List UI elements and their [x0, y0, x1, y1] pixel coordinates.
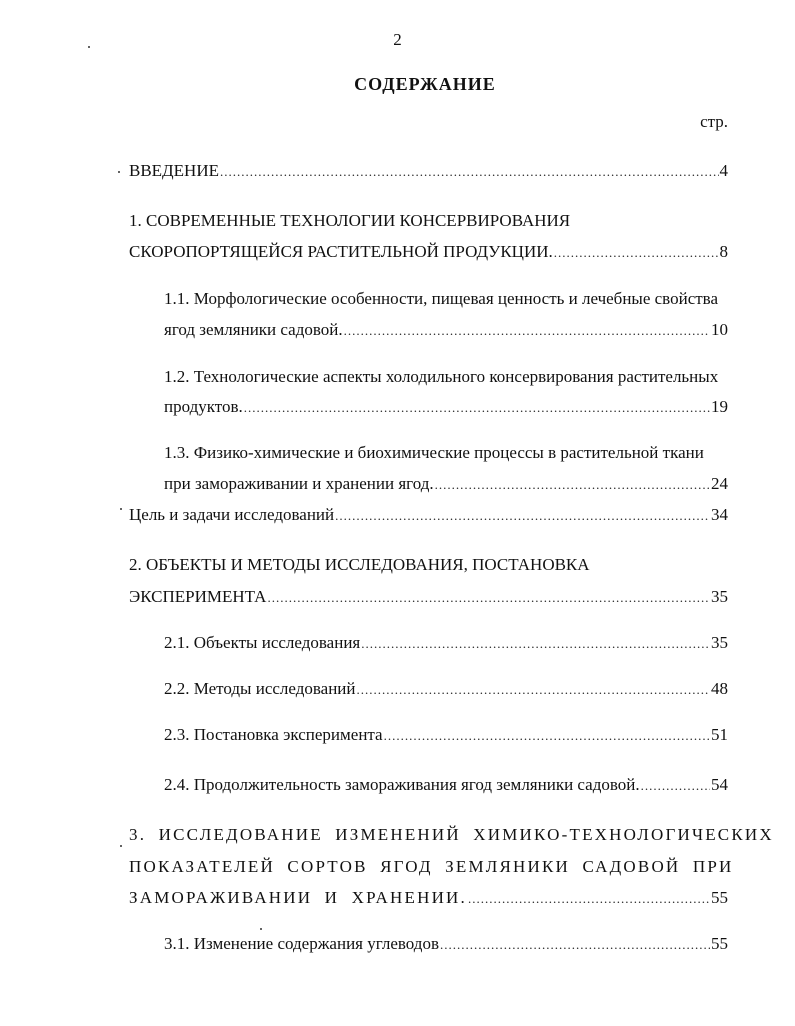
- toc-page-number: 10: [711, 320, 728, 339]
- toc-chapter-2-line-1: 2. ОБЪЕКТЫ И МЕТОДЫ ИССЛЕДОВАНИЯ, ПОСТАНОВКА: [129, 555, 590, 574]
- toc-entry-chapter-1[interactable]: [129, 240, 728, 264]
- toc-entry-text: ВВЕДЕНИЕ: [129, 161, 219, 180]
- toc-entry-section-2-3[interactable]: [164, 723, 728, 747]
- scan-speck: [120, 508, 122, 510]
- dot-leader: [554, 241, 719, 265]
- scan-speck: [260, 928, 262, 930]
- dot-leader: [435, 473, 710, 497]
- toc-entry-text: продуктов.: [164, 397, 243, 416]
- toc-entry-text: 2.2. Методы исследований: [164, 679, 356, 698]
- toc-page-number: 48: [711, 679, 728, 698]
- dot-leader: [335, 504, 710, 528]
- toc-entry-text: СКОРОПОРТЯЩЕЙСЯ РАСТИТЕЛЬНОЙ ПРОДУКЦИИ.: [129, 242, 553, 261]
- toc-entry-text: 2.3. Постановка эксперимента: [164, 725, 383, 744]
- dot-leader: [468, 887, 710, 911]
- toc-entry-section-1-1[interactable]: [164, 318, 728, 342]
- dot-leader: [267, 586, 710, 610]
- toc-entry-text: Цель и задачи исследований: [129, 505, 335, 524]
- scan-speck: [120, 845, 122, 847]
- toc-entry-section-2-1[interactable]: [164, 631, 728, 655]
- toc-page-number: 35: [711, 633, 728, 652]
- toc-page-number: 35: [711, 587, 728, 606]
- toc-page-number: 51: [711, 725, 728, 744]
- dot-leader: [361, 632, 710, 656]
- dot-leader: [440, 933, 710, 957]
- toc-entry-text: 2.1. Объекты исследования: [164, 633, 361, 652]
- dot-leader: [244, 396, 710, 420]
- toc-entry-text: 3.1. Изменение содержания углеводов: [164, 934, 439, 953]
- toc-chapter-1-line-1: 1. СОВРЕМЕННЫЕ ТЕХНОЛОГИИ КОНСЕРВИРОВАНИЯ: [129, 211, 571, 230]
- dot-leader: [384, 724, 710, 748]
- page-number: 2: [393, 30, 402, 49]
- page-column-label: стр.: [700, 112, 728, 131]
- toc-page-number: 24: [711, 474, 728, 493]
- toc-entry-section-1-2[interactable]: [164, 395, 728, 419]
- dot-leader: [357, 678, 710, 702]
- toc-page-number: 34: [711, 505, 728, 524]
- dot-leader: [344, 319, 710, 343]
- toc-entry-text: 2.4. Продолжительность замораживания ягод земляники садовой.: [164, 775, 640, 794]
- toc-section-1-1-line-1: 1.1. Морфологические особенности, пищевая ценность и лечебные свойства: [164, 289, 719, 308]
- dot-leader: [220, 160, 719, 184]
- toc-page-number: 19: [711, 397, 728, 416]
- dot-leader: [641, 774, 710, 798]
- toc-entry-text: при замораживании и хранении ягод.: [164, 474, 434, 493]
- toc-entry-text: ягод земляники садовой.: [164, 320, 343, 339]
- scan-speck: [88, 46, 90, 48]
- toc-entry-text: ЗАМОРАЖИВАНИИ И ХРАНЕНИИ.: [129, 888, 467, 907]
- toc-entry-chapter-2[interactable]: [129, 585, 728, 609]
- toc-section-1-2-line-1: 1.2. Технологические аспекты холодильного консервирования растительных: [164, 367, 719, 386]
- page-title: СОДЕРЖАНИЕ: [354, 74, 496, 94]
- toc-page-number: 4: [719, 161, 728, 180]
- toc-entry-chapter-3[interactable]: [129, 886, 728, 910]
- toc-chapter-3-line-1: 3. ИССЛЕДОВАНИЕ ИЗМЕНЕНИЙ ХИМИКО-ТЕХНОЛОГИЧЕСКИХ: [129, 825, 774, 844]
- toc-entry-section-3-1[interactable]: [164, 932, 728, 956]
- toc-entry-text: ЭКСПЕРИМЕНТА: [129, 587, 267, 606]
- toc-entry-section-2-4[interactable]: [164, 773, 728, 797]
- toc-page-number: 55: [711, 934, 728, 953]
- toc-page-number: 55: [711, 888, 728, 907]
- toc-entry-section-1-3[interactable]: [164, 472, 728, 496]
- toc-entry-section-2-2[interactable]: [164, 677, 728, 701]
- toc-entry-intro[interactable]: [129, 159, 728, 183]
- toc-page-number: 8: [719, 242, 728, 261]
- toc-page-number: 54: [711, 775, 728, 794]
- toc-chapter-3-line-2: ПОКАЗАТЕЛЕЙ СОРТОВ ЯГОД ЗЕМЛЯНИКИ САДОВОЙ ПРИ: [129, 857, 734, 876]
- scan-speck: [118, 171, 120, 173]
- toc-entry-goals[interactable]: [129, 503, 728, 527]
- toc-section-1-3-line-1: 1.3. Физико-химические и биохимические процессы в растительной ткани: [164, 443, 704, 462]
